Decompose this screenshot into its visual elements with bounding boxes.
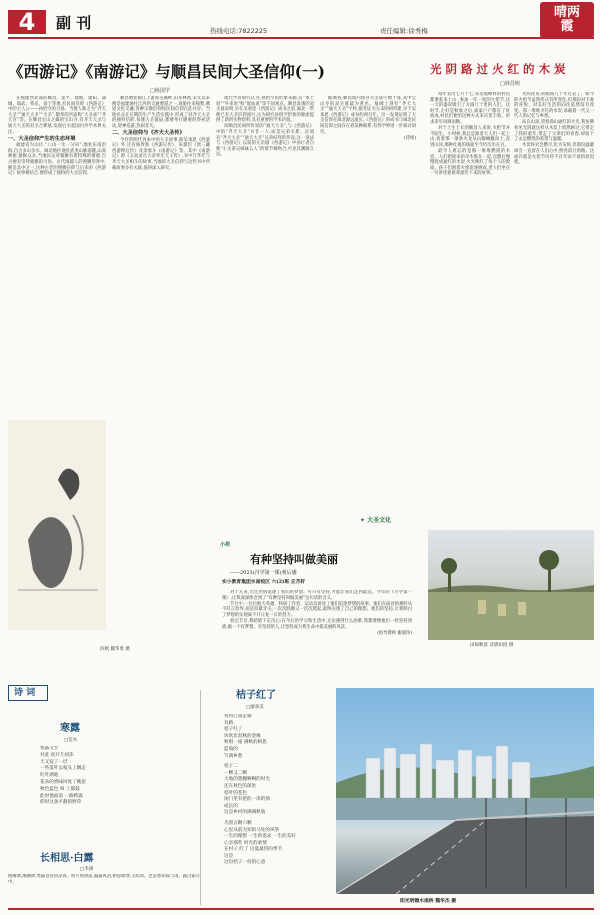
poem3-line: 蓝染的 [224,746,238,752]
main-para: 现代学者研究认为,孙悟空的形象来源,有“本土说”“外来说”和“混血说”等不同观点。顺昌发现的双圣墓表明,早在吴承恩《西游记》成书之前,闽北一带便已有大圣信仰流行,这为研究孙悟空形象的源流提供了新的实物资料,具有重要的学术价值。 [216,96,314,124]
page-number: 4 [18,8,36,36]
right-para: 每年农历七月十七,邻近福峰村的村民都要赶来上山 ,参加一年一度的火把节,这一天的盛况吸引了方圆几十里的人们。这时节,正好是秋收之后,家家户户都有了好收成,村民们便用这种方式来庆贺丰收、祈求来年风调雨顺。 [430,92,510,125]
poem3-line: 风吹比双秋的金缘 [224,733,261,739]
poem-header-label: 诗 词 [14,688,36,698]
hotline: 热线电话:7822225 [210,27,268,35]
poem3-line: 这是 [224,853,234,859]
right-article-col-1 [430,92,510,526]
right-article-col-2 [514,92,594,526]
poem3-line: 还在秋色的深处 [224,783,257,789]
section-name: 副 刊 [56,14,92,32]
photo-field-caption: 田间秋景 诗酒田园 摄 [470,643,514,648]
poem3-body [224,714,324,904]
poem3-line: 心亲那些 时光的柔情 [224,840,267,846]
harvest-para: 看完节目,我暗暗下定决心:在今后的学习和生活中,无论遇到什么困难,我都要像他们一样坚持到底,做一个有梦想、有坚持的人,让坚持成为我生命中最美丽的风景。 [222,618,412,630]
main-subheading: 一、大圣信仰产生的生态环境 [8,135,76,142]
poem3-line: 成长的 [224,803,238,809]
right-para: 站在山顶,望着满山通红的火光,我仿佛看见光阴就这样从木炭上悄然路过,它带走了我的童年,带走了父辈们的青春,却留下了永远燃烧的希望与温暖。 [514,120,594,143]
ink-painting [8,420,106,630]
poem3-line: 一颗又二颗 [224,770,247,776]
poem3-line: 大地的想翻啊啊的时光 [224,777,270,783]
poem1-body [40,746,140,834]
poem3-line: 有路 [224,720,234,726]
harvest-para: 节目中,一位位航天英雄、科研工作者、运动员讲述了他们追逐梦想的故事。他们在面对困难时从不轻言放弃,而是咬紧牙关,一次次跌倒又一次次爬起,最终实现了自己的理想。他们的坚持,让我明白了梦想的实现离不开日复一日的努力。 [222,601,412,618]
section-tag [360,516,416,526]
poem3-line: 写满乡愁 [224,753,243,759]
poem3-line: 桔子红了 [224,727,243,733]
main-para: 今存的明代刊本中的大圣故事,除吴承恩《西游记》外,还有杨致和《西游记传》、朱鼎臣《唐三藏西游释厄传》及余象斗《南游记》等。其中《南游记》即《五显灵官大帝华光天王传》,书中写华光与齐天大圣相斗的故事,当地的大圣信仰与这些书中所载故事多有关联,值得深入研究。 [112,137,210,171]
poem2-line: 他缘渗,湘湘渗,寒露苍苍清凉夜。明月照窗前,露露风清,相思如缕,又绍知。老去寒知孤与雨。露白霜月中。 [8,874,200,885]
poem2-body [8,874,200,904]
poem1-title: 寒露 [60,723,80,734]
poem1-author: □荒木 [64,738,78,743]
main-para: 福建省为山区,“八山一水一分田”,地处东南沿海,自古多山多水。闽北地区地处武夷山脉南麓,山高林密,猿猴众多,当地民众对猿猴有着特殊的情感,自古便有崇拜猿猴的习俗。古代闽越人的图腾崇拜中,猴是其中之一,这种古老的图腾信仰与后来的《西游记》故事相结合,便形成了独特的大圣信仰。 [8,143,106,177]
main-article-col-1 [8,96,106,412]
section-tag-label: 大圣文化 [367,517,392,524]
poem3-author: □廖承美 [246,705,264,710]
right-para: 木炭终究会燃尽,化为灰烬,但那份温暖却会一直留在人们心中,照亮前行的路。这或许就是火把节历经千百年而不衰的原因吧。 [514,143,594,166]
poem3-line: 心里从前为知的马处的风筝 [224,827,280,833]
poem2-author: □李满 [80,867,94,872]
poem3-line: 桔子二 [224,764,238,770]
poem1-line: 红叶满地 [40,773,59,779]
harvest-teacher: (指导教师 谢淑珍) [377,630,412,636]
main-article-col-3 [216,96,314,516]
page-header [0,0,600,40]
editor: 责任编辑:徐秀梅 [380,27,428,35]
photo-field [428,530,594,640]
right-article-author: □林昌明 [500,81,520,87]
kicker: 小荷 [220,542,231,548]
poem3-line: 在村子,红了 这夏最热的季节 [224,847,283,853]
ink-painting-art [8,420,106,630]
poem1-line: 对此 夜开几初冻 [40,752,74,758]
poem1-line: 花朵的香味回复了她思 [40,779,86,785]
poem3-line: 我将江南走廊 [224,714,252,719]
poem1-line: 寒露又至 [40,746,59,751]
photo-bridge-art [336,688,594,894]
harvest-body [222,590,412,674]
right-article-title: 光 阴 路 过 火 红 的 木 炭 [430,62,566,76]
harvest-title: 有种坚持叫做美丽 [250,553,338,566]
poem1-line: 此时他面前 一路秋露 [40,793,83,799]
poem3-line: 乌黑五颗六颗 [224,820,252,826]
poem-header [8,685,88,701]
main-para: 在福建西北部的顺昌、延平、建瓯、建阳、浦城、邵武、将乐、泰宁等地,有民间信仰《西游记》中的主人公——孙悟空的习俗。当地人称之为“齐天大圣”“通天大圣”“大圣”,敬奉的宫庙称“大圣庙”“齐天宫”等。在顺昌宝山之巅的宝山寺,有齐天大圣与通天大圣的双圣合葬墓,发现后引起国内外学术界关注。 [8,96,106,135]
main-article-col-4 [320,96,416,516]
poem1-line: 秋色蓝色 叫 上都鼓 [40,786,80,792]
photo-field-art [428,530,594,640]
harvest-para: 对于几来,光凭热情追逐了我们的梦想。可只有坚持,才能让我们走到最远。今年的《开学第一课》,让我深深体会到了“有种坚持叫做美丽”这句话的含义。 [222,590,412,601]
right-para: 最令人难忘的是那一堆堆燃烧的木炭。人们把砍来的杂木堆在一起,点燃后慢慢烧成通红的木炭,火光映红了每个人的脸庞。孩子们围着火堆追逐嬉戏,老人们坐在一旁讲述着祖辈流传下来的故事。 [430,148,510,177]
section-tag-icon: ✦ [360,517,366,524]
poem1-line: 一些落叶以枝头上飘走 [40,766,86,772]
main-para: 据调查,顺昌境内现存大圣庙宇数十座,其中宝山寺的双圣墓最为著名。墓碑上刻有“齐天大圣”“通天大圣”字样,据考证为元末明初所建,早于吴承恩《西游记》成书约两百年。这一发现证明了大圣信仰在闽北源远流长,《西游记》的成书与闽北民间信仰之间存在着某种联系,有待学界进一步探讨研究。 [320,96,416,135]
right-para: 光阴荏苒,转眼间几十年过去了。如今的火把节虽然形式有所变化,但那份对丰收的喜悦、对美好生活的向往依然没有改变。那一堆堆火红的木炭,承载着一代又一代人的记忆与乡愁。 [514,92,594,120]
poem2-title: 长相思·白露 [40,853,94,864]
poem3-line: 这份桔子一份的心意 [224,860,266,866]
main-subheading: 二、大圣信仰与《齐天大圣传》 [112,130,185,137]
poem-divider [200,690,201,905]
footer-rule [8,908,594,910]
photo-bridge [336,688,594,894]
poem1-line: 天又寂了一层 [40,759,68,765]
harvest-subtitle: ——2023(丹学第一课)观后感 [230,570,297,576]
poem3-line: 闲门里有把的一串的情 [224,797,270,803]
photo-bridge-caption: 阳光明媚水南桥 魏华杰 摄 [400,898,457,904]
main-continued: (待续) [404,135,416,141]
right-para: 对于土生土长的顺昌人来说,火把节并不陌生。小时候,我总是跟着大人们一起上山,看着那一条条火龙从山脚蜿蜒而上,直到山顶,那种壮观的场面至今仍历历在目。 [430,126,510,148]
poem3-line: 一生的理想 一生的追求 一生的美好 [224,834,296,840]
main-para: 顺昌地处闽江上游富屯溪畔,山多林密,宋元以来便是福建通往江西的交通要道之一,商旅往来频繁,佛道文化交融,各种宗教信仰和民间信仰在此并存。当地民众在长期的生产生活实践中,形成了对齐天大圣的独特信仰,每逢大圣诞辰,都要举行隆重的祭祀活动,迎神巡游,热闹非凡。 [112,96,210,129]
main-article-title: 《西游记》《南游记》与顺昌民间大圣信仰(一) [8,62,325,81]
ink-painting-caption: 滨秋 魏华勇 摄 [100,647,130,652]
masthead-logo [540,2,594,38]
poem1-line: 仰时这条平静的野草 [40,800,82,806]
main-para: 而顺昌民间所传说的“通天大圣”,与《西游记》中的“齐天大圣”并非一人,而是兄弟关系。民间有“齐天大圣”“通天大圣”兄弟结拜的传说,这一说法与《西游记》以前的元杂剧《西游记》中孙行者自称“小圣弟兄姊妹五人”的情节相吻合,可见其渊源久远。 [216,124,314,158]
harvest-byline: 实小教育集团水南校区 六(2)班 丘齐轩 [222,579,306,585]
poem3-line: 这是乡村的满满秋收 [224,810,266,816]
poem3-title: 桔子红了 [236,690,276,701]
main-article-author: □杨国学 [150,88,170,94]
poem3-line: 桔叶的苍色 [224,790,247,796]
poem3-line: 秋唱一座 满秋的相思 [224,740,267,746]
masthead-logo-text: 晴两霞 [553,5,580,34]
main-article-col-2 [112,96,210,516]
header-rule [8,37,594,39]
